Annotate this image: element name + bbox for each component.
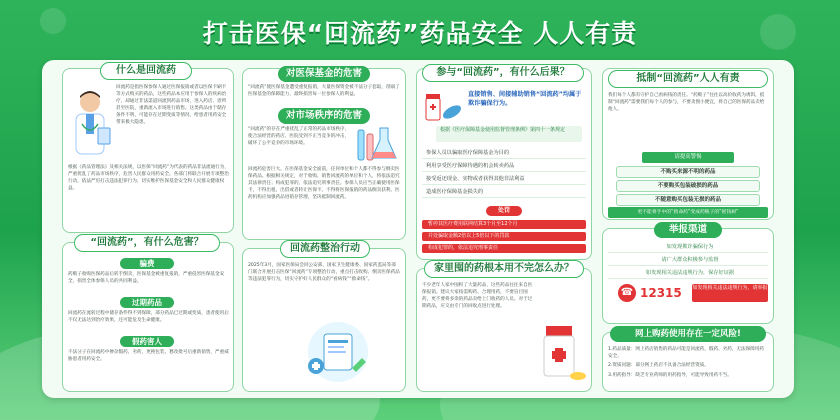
alert-line-2: 更不能将手中的“救命药”变成药贩子的“摇钱树” [608, 207, 768, 218]
page-title: 打击医保“回流药”药品安全 人人有责 [202, 19, 638, 48]
alert-line: 请提高警惕 [642, 152, 734, 163]
fund-harm-text: “回流药”使医保基金遭受重复报销，大量医保资金被不法分子套取，削弱了医保基金的保障能力，最终损害每一位参保人的利益。 [248, 85, 400, 97]
doctor-illustration [68, 88, 112, 158]
lab-flask-illustration [354, 124, 400, 164]
hotline-note: 如发现相关违法违规行为，请举报 [692, 284, 768, 302]
resist-heading: 抵制“回流药”人人有责 [608, 70, 768, 88]
content-board [42, 60, 794, 398]
action-heading: 回流药整治行动 [280, 240, 370, 258]
consequence-item: 利用享受医疗保障待遇的机会转卖药品 [422, 161, 586, 172]
law-reference: 根据《医疗保障基金使用监督管理条例》第四十一条规定 [436, 126, 582, 142]
report-channel: 如发现相关违法违规行为，保存好证据 [608, 268, 768, 279]
medicine-bottle-illustration [422, 86, 466, 122]
harm-expired-text: 回流药在流转过程中储存条件得不到保障，部分药品已过期或变质，患者使用后不仅无法达到治疗效果，还可能危及生命健康。 [68, 311, 229, 323]
harm-sub-expired: 过期药品 [120, 297, 174, 308]
pill-bottle-illustration [536, 316, 588, 386]
penalty-notice-text: 回流药危害巨大。在医保基金安全面前，任何单位和个人都不得参与倒卖医保药品。根据相关规定，对于收购、销售回流药的单位和个人，将依法追究其法律责任；构成犯罪的，依法追究刑事责任。参保人员应当正确使用医保卡，不得出租、出借或者转让医保卡，不得将医保报销的药品倒卖获利。医药机构应加强药品进销存管理，坚决抵制回流药。 [248, 167, 400, 200]
home-medicine-heading: 家里囤的药根本用不完怎么办？ [424, 260, 584, 278]
what-is-heading: 什么是回流药 [100, 62, 192, 80]
consequence-item: 参保人员以骗取医疗保障基金为目的 [422, 148, 586, 159]
harm-fake-text: 不法分子在回流药中掺杂假药、劣药，更换包装、篡改批号后重新销售，严重威胁患者用药安全。 [68, 350, 229, 362]
harm-sub-fake: 假药害人 [120, 336, 174, 347]
harm-fraud-text: 药贩子收购医保药品后转手倒卖，医保基金被重复报销，严重侵害医保基金安全，损害全体参保人员的共同利益。 [68, 272, 225, 284]
penalty-label: 处罚 [486, 206, 522, 216]
penalty-item: 暂停其医疗费用联网结算3个月至12个月 [422, 220, 586, 229]
harm-sub-fraud: 骗费 [120, 258, 174, 269]
report-heading: 举报渠道 [654, 222, 722, 238]
hotline-number[interactable]: 12315 [640, 286, 682, 300]
report-channel: 请广大群众积极参与监督 [608, 255, 768, 266]
resist-item: 不随意购买包装无损的药品 [616, 194, 760, 206]
online-risk-item: 1.药品质量：网上药店销售的药品可能是回流药、假药、劣药，无法保障用药安全。 [608, 347, 764, 359]
penalty-item: 构成犯罪的，依法追究刑事责任 [422, 244, 586, 253]
what-is-text-2: 根据《药品管理法》及相关法规，以医保“回流药”为代表的药品非法流通行为，严重扰乱了药品市场秩序，危害人民群众用药安全。各部门将联合开展专项整治行动，依法严厉打击违法犯罪行为，切实维护医保基金安全和人民群众健康权益。 [68, 165, 229, 191]
online-risk-item: 2.资质问题：部分网上药店不具备合法经营资质。 [608, 363, 709, 368]
penalty-item: 并处骗取金额2倍以上5倍以下的罚款 [422, 232, 586, 241]
resist-item: 不要购买包装破损的药品 [616, 180, 760, 192]
consequence-item: 造成医疗保障基金损失的 [422, 187, 586, 198]
resist-text: 我们每个人都有守护自己看病钱的责任。“药贩子”往往以高价收药为诱饵，抵制“回流药”需要我们每个人的参与，不要贪图小便宜，将自己的医保药品卖给他人。 [608, 93, 765, 112]
report-channel: 如发现欺诈骗保行为 [608, 242, 768, 253]
action-text: 2025年3月，国家医保局会同公安部、国家卫生健康委、国家药监局等部门联合开展打击医保“回流药”专项整治行动，重点打击收购、倒卖医保药品等违法犯罪行为，切实守护好人民群众的“看病钱”“救命钱”。 [248, 263, 400, 282]
home-medicine-text: 不少老年人家中囤积了大量药品，这些药品往往来自医保报销。建议大家按需购药、合理用药，不要盲目囤药，更不要将多余的药品卖给上门收药的人员。对于过期药品，应交由专门的回收点进行处理。 [422, 283, 533, 309]
market-harm-text: “回流药”的存在严重扰乱了正常的药品市场秩序，使合法经营的药店、医院受到不正当竞争的冲击，破坏了公平竞争的市场环境。 [248, 127, 350, 146]
market-harm-heading: 对市场秩序的危害 [278, 108, 370, 124]
online-risk-item: 3.用药指导：缺乏专业药师的用药指导，可能导致用药不当。 [608, 373, 732, 378]
consequence-heading: 参与“回流药”，有什么后果？ [422, 64, 584, 82]
fund-harm-heading: 对医保基金的危害 [278, 66, 370, 82]
medical-illustration [300, 318, 376, 386]
consequence-callout: 直接销售、间接辅助销售“回流药”均属于欺诈骗保行为。 [468, 91, 582, 107]
harm-heading: “回流药”，有什么危害？ [74, 234, 220, 252]
consequence-item: 接受返还现金、实物或者获得其他非法利益 [422, 174, 586, 185]
what-is-text-1: 回流药是指医保参保人通过医保报销或者以医保卡刷卡等方式购买的药品，这些药品本应用于参保人的疾病治疗，却通过非法渠道回流到药品市场，进入药店、诊所甚至医院，重新流入市场进行销售。这类药品由于储存条件不明、可能存在过期变质等情况，给患者用药安全带来极大隐患。 [116, 85, 227, 125]
resist-item: 不购买来源不明的药品 [616, 166, 760, 178]
online-risk-heading: 网上购药使用存在一定风险! [610, 326, 766, 342]
phone-icon: ☎ [618, 284, 636, 302]
